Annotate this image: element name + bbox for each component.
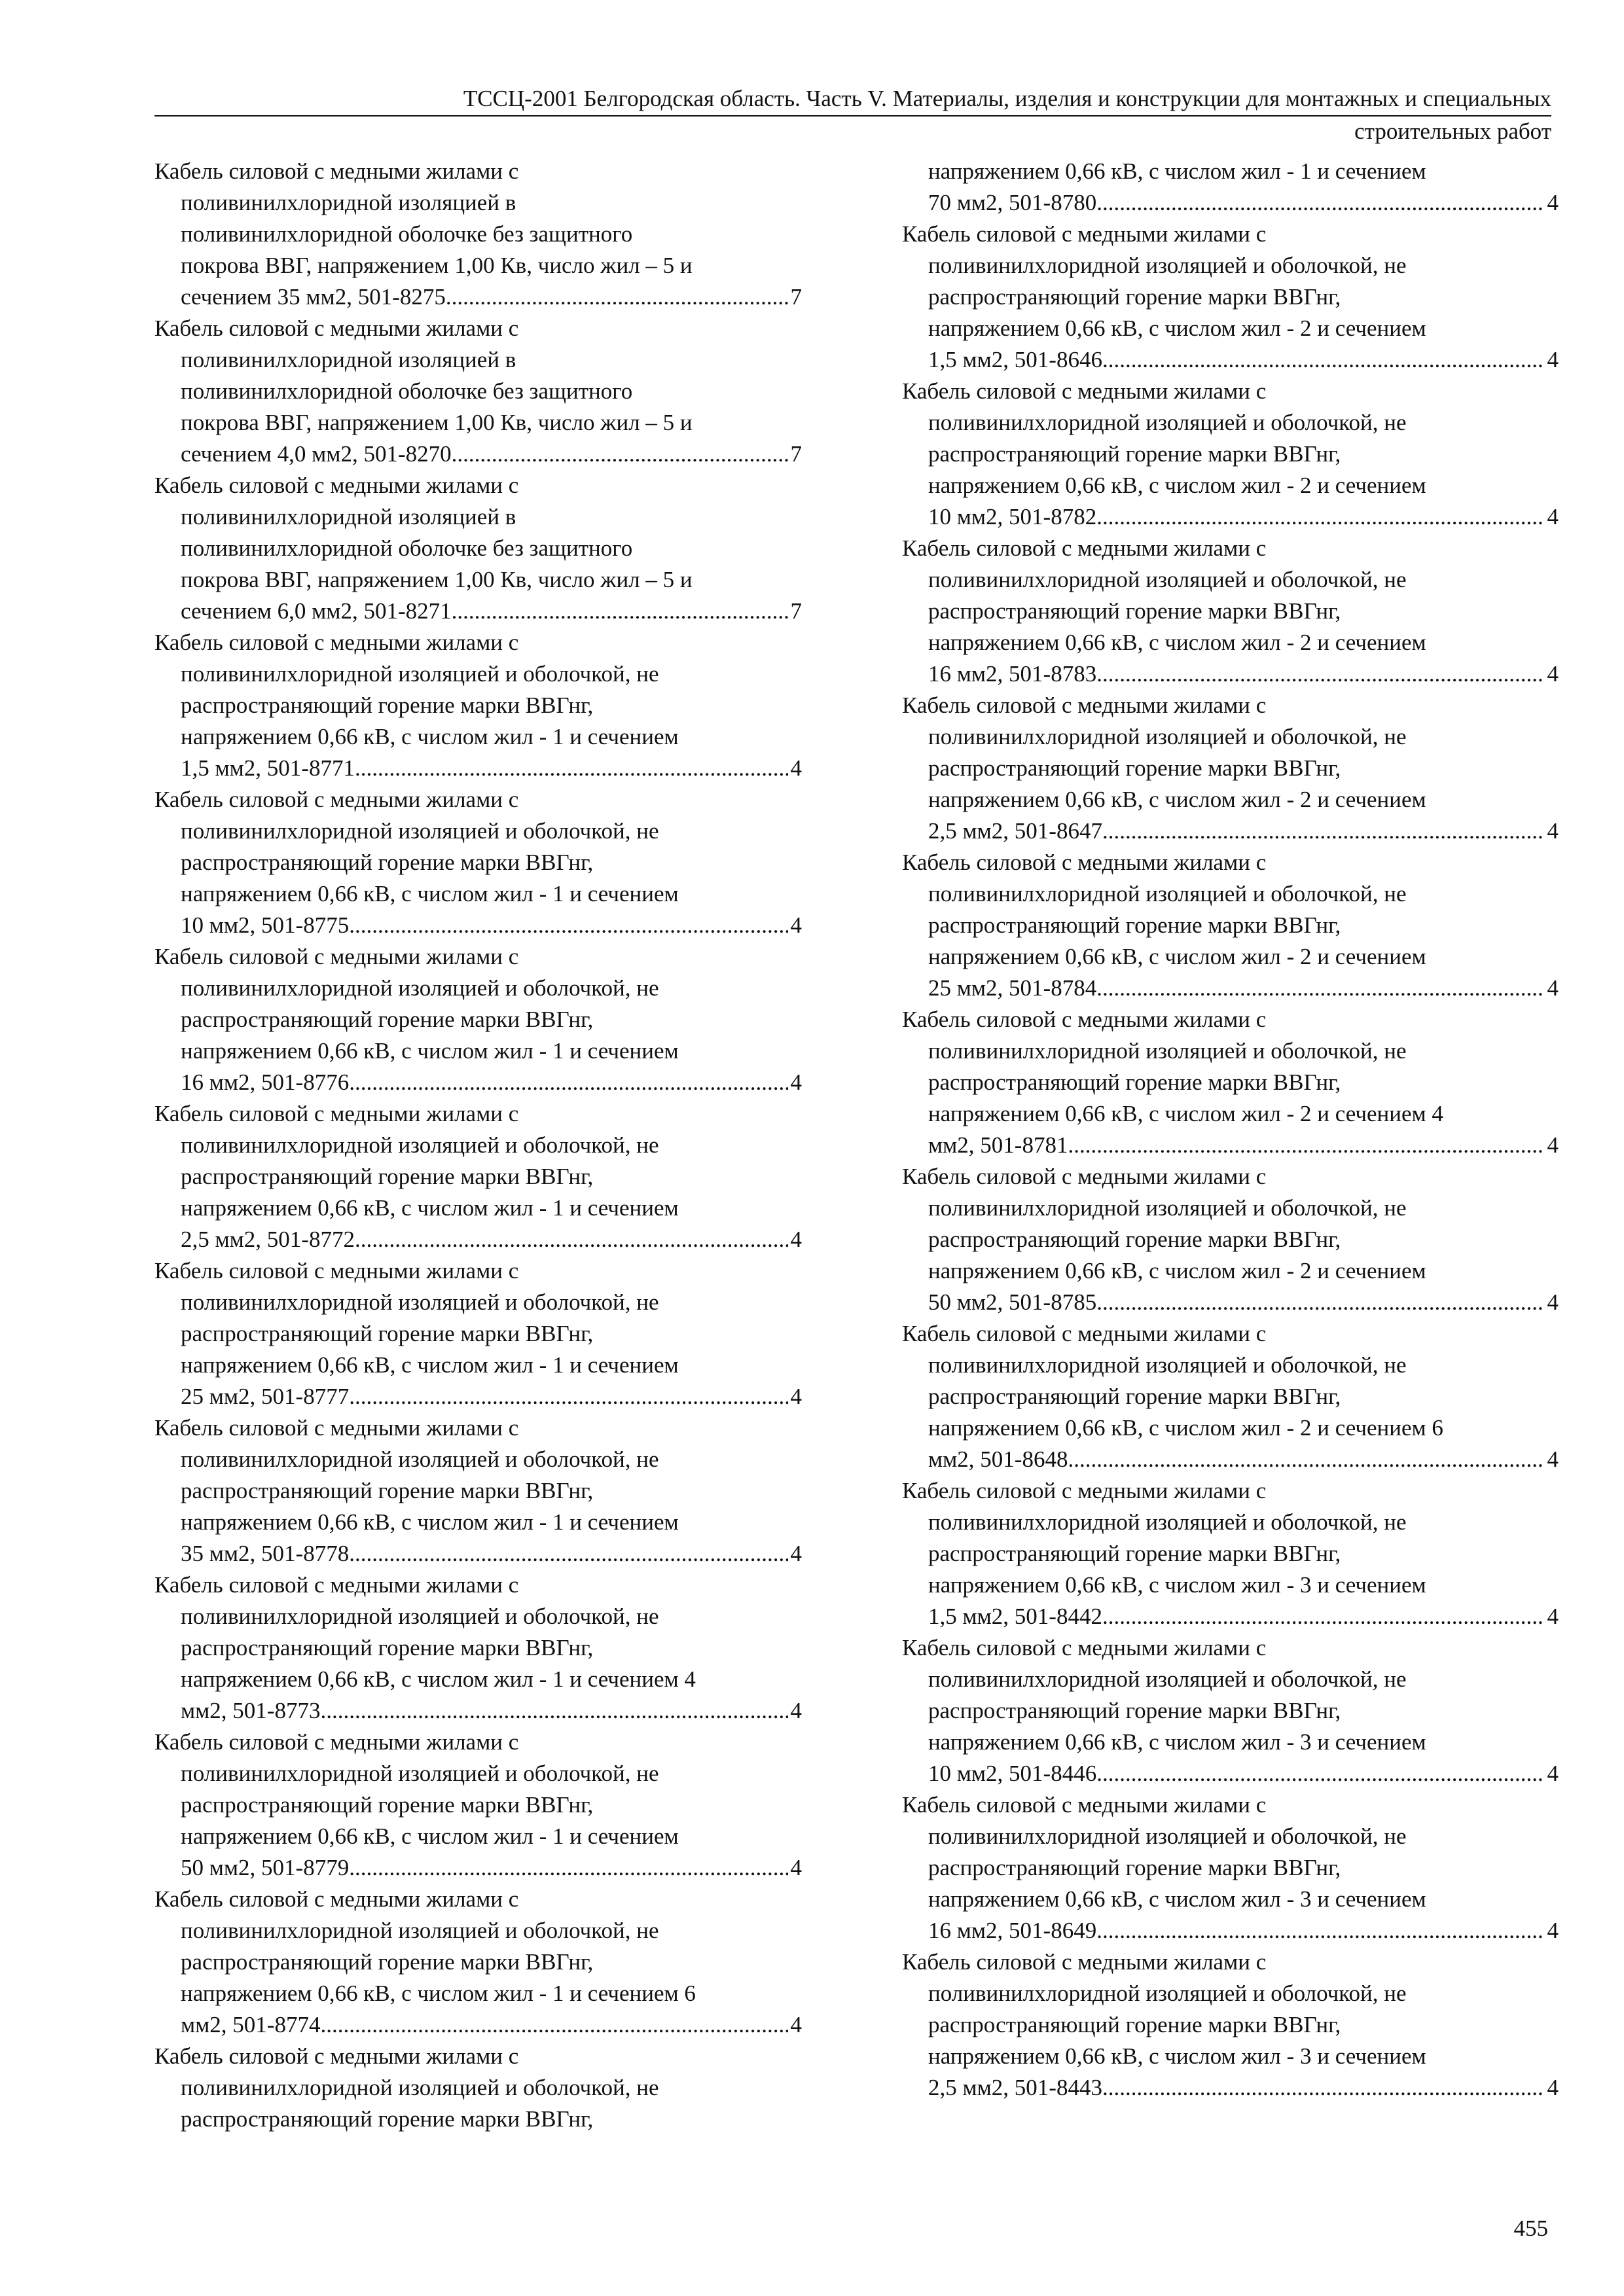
entry-text-line: напряжением 0,66 кВ, с числом жил - 2 и сечением: [928, 787, 1426, 812]
entry-code-line: [154, 1695, 802, 1727]
entry-text-line: поливинилхлоридной изоляцией и оболочкой, не: [181, 818, 659, 844]
entry-title-line: Кабель силовой с медными жилами с: [902, 1478, 1267, 1503]
index-entry: [154, 627, 802, 784]
dot-leader: [1102, 816, 1545, 847]
entry-text-line: поливинилхлоридной изоляцией и оболочкой, не: [181, 1132, 659, 1158]
entry-text-line: напряжением 0,66 кВ, с числом жил - 1 и сечением: [181, 1195, 679, 1221]
dot-leader: [1102, 2072, 1545, 2104]
entry-page-ref: 4: [1547, 975, 1559, 1001]
dot-leader: [349, 1067, 787, 1098]
entry-title-line: Кабель силовой с медными жилами с: [902, 378, 1267, 404]
dot-leader: [320, 2009, 787, 2041]
dot-leader: [446, 281, 788, 313]
entry-text-line: поливинилхлоридной изоляцией и оболочкой, не: [928, 881, 1407, 906]
index-entry: [902, 533, 1559, 690]
entry-text-line: распространяющий горение марки ВВГнг,: [928, 1855, 1341, 1880]
entry-code: 50 мм2, 501-8785: [928, 1289, 1097, 1315]
dot-leader: [349, 1852, 787, 1884]
dot-leader: [320, 1695, 787, 1727]
entry-page-ref: 4: [1547, 1132, 1559, 1158]
entry-text-line: распространяющий горение марки ВВГнг,: [181, 1478, 594, 1503]
entry-text-line: распространяющий горение марки ВВГнг,: [181, 1949, 594, 1975]
entry-title-line: Кабель силовой с медными жилами с: [902, 1007, 1267, 1032]
dot-leader: [349, 910, 787, 941]
entry-text-line: поливинилхлоридной изоляцией и оболочкой, не: [928, 410, 1407, 435]
entry-text-line: поливинилхлоридной изоляцией и оболочкой, не: [181, 1918, 659, 1943]
entry-code: мм2, 501-8781: [928, 1132, 1068, 1158]
entry-code-line: [902, 1915, 1559, 1946]
entry-code: 10 мм2, 501-8775: [181, 912, 350, 938]
index-entry: [902, 1789, 1559, 1946]
dot-leader: [1096, 658, 1544, 690]
entry-code: 16 мм2, 501-8776: [181, 1069, 350, 1095]
index-entry: [154, 784, 802, 941]
entry-text-line: напряжением 0,66 кВ, с числом жил - 3 и сечением: [928, 1572, 1426, 1598]
entry-code: 1,5 мм2, 501-8771: [181, 755, 355, 781]
entry-text-line: распространяющий горение марки ВВГнг,: [181, 692, 594, 718]
entry-code-line: [154, 753, 802, 784]
index-entry: [154, 2041, 802, 2135]
entry-code-line: [154, 2009, 802, 2041]
entry-text-line: распространяющий горение марки ВВГнг,: [928, 284, 1341, 310]
entry-code-line: [902, 501, 1559, 533]
entry-page-ref: 4: [1547, 2075, 1559, 2100]
dot-leader: [1102, 344, 1545, 376]
index-entry: [902, 1318, 1559, 1475]
entry-text-line: напряжением 0,66 кВ, с числом жил - 2 и сечением: [928, 944, 1426, 969]
dot-leader: [1068, 1444, 1544, 1475]
entry-code: 2,5 мм2, 501-8443: [928, 2075, 1102, 2100]
entry-title-line: Кабель силовой с медными жилами с: [902, 1321, 1267, 1346]
entry-title-line: Кабель силовой с медными жилами с: [902, 1792, 1267, 1818]
entry-text-line: распространяющий горение марки ВВГнг,: [928, 755, 1341, 781]
dot-leader: [1096, 187, 1544, 219]
entry-code-line: [902, 344, 1559, 376]
entry-code-line: [154, 281, 802, 313]
entry-text-line: поливинилхлоридной изоляцией и оболочкой, не: [181, 1604, 659, 1629]
dot-leader: [1096, 1758, 1544, 1789]
entry-title-line: Кабель силовой с медными жилами с: [902, 1164, 1267, 1189]
entry-code-line: [154, 596, 802, 627]
entry-page-ref: 4: [1547, 1446, 1559, 1472]
entry-code-line: [902, 2072, 1559, 2104]
index-entry: [154, 156, 802, 313]
entry-code: мм2, 501-8648: [928, 1446, 1068, 1472]
entry-text-line: поливинилхлоридной изоляцией в: [181, 504, 516, 529]
entry-page-ref: 4: [1547, 1289, 1559, 1315]
entry-text-line: напряжением 0,66 кВ, с числом жил - 1 и сечением: [181, 1352, 679, 1378]
dot-leader: [349, 1538, 787, 1570]
entry-page-ref: 4: [1547, 818, 1559, 844]
dot-leader: [1096, 1287, 1544, 1318]
entry-code: мм2, 501-8773: [181, 1698, 321, 1723]
entry-text-line: распространяющий горение марки ВВГнг,: [928, 1541, 1341, 1566]
dot-leader: [1096, 973, 1544, 1004]
entry-code: мм2, 501-8774: [181, 2012, 321, 2037]
index-column-left: [154, 156, 802, 2135]
entry-text-line: напряжением 0,66 кВ, с числом жил - 1 и сечением: [181, 1038, 679, 1064]
entry-code: сечением 4,0 мм2, 501-8270: [181, 441, 452, 467]
entry-code: 1,5 мм2, 501-8442: [928, 1604, 1102, 1629]
dot-leader: [355, 753, 788, 784]
entry-page-ref: 7: [790, 284, 802, 310]
entry-page-ref: 4: [790, 755, 802, 781]
entry-text-line: напряжением 0,66 кВ, с числом жил - 3 и сечением: [928, 1886, 1426, 1912]
index-entry: [902, 219, 1559, 376]
entry-title-line: Кабель силовой с медными жилами с: [154, 630, 519, 655]
entry-code: сечением 35 мм2, 501-8275: [181, 284, 446, 310]
entry-code-line: [902, 1758, 1559, 1789]
index-entry: [154, 313, 802, 470]
entry-page-ref: 4: [790, 1698, 802, 1723]
entry-text-line: распространяющий горение марки ВВГнг,: [928, 1227, 1341, 1252]
entry-text-line: покрова ВВГ, напряжением 1,00 Кв, число жил – 5 и: [181, 410, 693, 435]
entry-code-line: [902, 1287, 1559, 1318]
entry-title-line: Кабель силовой с медными жилами с: [154, 944, 519, 969]
index-entry: [902, 1475, 1559, 1632]
entry-page-ref: 4: [790, 912, 802, 938]
entry-title-line: Кабель силовой с медными жилами с: [154, 1886, 519, 1912]
entry-text-line: поливинилхлоридной изоляцией и оболочкой, не: [928, 253, 1407, 278]
index-entry: [154, 941, 802, 1098]
dot-leader: [349, 1381, 787, 1412]
entry-title-line: Кабель силовой с медными жилами с: [902, 850, 1267, 875]
entry-text-line: распространяющий горение марки ВВГнг,: [928, 1698, 1341, 1723]
entry-text-line: напряжением 0,66 кВ, с числом жил - 1 и сечением: [928, 158, 1426, 184]
entry-code: 2,5 мм2, 501-8772: [181, 1227, 355, 1252]
entry-title-line: Кабель силовой с медными жилами с: [154, 1415, 519, 1441]
dot-leader: [1096, 501, 1544, 533]
entry-code-line: [902, 1444, 1559, 1475]
index-column-right: [902, 156, 1559, 2104]
entry-code: 25 мм2, 501-8777: [181, 1384, 350, 1409]
entry-text-line: напряжением 0,66 кВ, с числом жил - 1 и сечением 6: [181, 1981, 696, 2006]
entry-text-line: поливинилхлоридной изоляцией и оболочкой, не: [928, 1666, 1407, 1692]
entry-text-line: поливинилхлоридной изоляцией и оболочкой, не: [928, 1981, 1407, 2006]
entry-title-line: Кабель силовой с медными жилами с: [154, 158, 519, 184]
entry-code: 35 мм2, 501-8778: [181, 1541, 350, 1566]
entry-text-line: напряжением 0,66 кВ, с числом жил - 2 и сечением: [928, 473, 1426, 498]
entry-code-line: [154, 1067, 802, 1098]
index-entry: [902, 1632, 1559, 1789]
header-subtitle: строительных работ: [1354, 118, 1551, 144]
dot-leader: [1102, 1601, 1545, 1632]
index-entry: [902, 690, 1559, 847]
entry-code-line: [154, 1381, 802, 1412]
entry-title-line: Кабель силовой с медными жилами с: [154, 1572, 519, 1598]
entry-text-line: поливинилхлоридной изоляцией и оболочкой, не: [928, 1038, 1407, 1064]
entry-text-line: напряжением 0,66 кВ, с числом жил - 2 и сечением 6: [928, 1415, 1443, 1441]
entry-title-line: Кабель силовой с медными жилами с: [154, 473, 519, 498]
page-number: 455: [1513, 2215, 1548, 2241]
entry-text-line: поливинилхлоридной изоляцией и оболочкой, не: [928, 567, 1407, 592]
entry-text-line: покрова ВВГ, напряжением 1,00 Кв, число жил – 5 и: [181, 253, 693, 278]
entry-code: 10 мм2, 501-8782: [928, 504, 1097, 529]
entry-text-line: распространяющий горение марки ВВГнг,: [181, 850, 594, 875]
entry-text-line: напряжением 0,66 кВ, с числом жил - 2 и сечением: [928, 315, 1426, 341]
entry-title-line: Кабель силовой с медными жилами с: [902, 535, 1267, 561]
dot-leader: [452, 439, 788, 470]
entry-title-line: Кабель силовой с медными жилами с: [154, 1101, 519, 1126]
entry-text-line: поливинилхлоридной изоляцией и оболочкой, не: [928, 724, 1407, 749]
entry-code-line: [902, 816, 1559, 847]
entry-title-line: Кабель силовой с медными жилами с: [902, 692, 1267, 718]
entry-text-line: поливинилхлоридной изоляцией и оболочкой, не: [928, 1509, 1407, 1535]
entry-text-line: поливинилхлоридной оболочке без защитного: [181, 378, 633, 404]
entry-text-line: распространяющий горение марки ВВГнг,: [181, 1635, 594, 1660]
entry-code: 70 мм2, 501-8780: [928, 190, 1097, 215]
entry-code-line: [902, 1130, 1559, 1161]
entry-code-line: [902, 658, 1559, 690]
entry-text-line: поливинилхлоридной изоляцией в: [181, 347, 516, 372]
dot-leader: [1068, 1130, 1544, 1161]
index-entry: [154, 1255, 802, 1412]
index-entry: [902, 1161, 1559, 1318]
entry-page-ref: 4: [790, 1227, 802, 1252]
entry-title-line: Кабель силовой с медными жилами с: [154, 1729, 519, 1755]
index-entry: [902, 376, 1559, 533]
entry-text-line: поливинилхлоридной изоляцией и оболочкой, не: [928, 1352, 1407, 1378]
entry-text-line: распространяющий горение марки ВВГнг,: [181, 1164, 594, 1189]
entry-text-line: поливинилхлоридной изоляцией и оболочкой, не: [928, 1823, 1407, 1849]
entry-text-line: поливинилхлоридной изоляцией и оболочкой, не: [181, 661, 659, 687]
entry-text-line: поливинилхлоридной изоляцией и оболочкой, не: [181, 975, 659, 1001]
dot-leader: [1096, 1915, 1544, 1946]
entry-text-line: поливинилхлоридной изоляцией и оболочкой, не: [181, 1289, 659, 1315]
dot-leader: [452, 596, 788, 627]
entry-code: 1,5 мм2, 501-8646: [928, 347, 1102, 372]
index-entry: [154, 1570, 802, 1727]
entry-text-line: распространяющий горение марки ВВГнг,: [928, 1069, 1341, 1095]
entry-code: 10 мм2, 501-8446: [928, 1761, 1097, 1786]
entry-text-line: поливинилхлоридной изоляцией и оболочкой, не: [928, 1195, 1407, 1221]
entry-text-line: распространяющий горение марки ВВГнг,: [181, 1321, 594, 1346]
entry-text-line: распространяющий горение марки ВВГнг,: [928, 1384, 1341, 1409]
entry-text-line: покрова ВВГ, напряжением 1,00 Кв, число жил – 5 и: [181, 567, 693, 592]
entry-title-line: Кабель силовой с медными жилами с: [154, 787, 519, 812]
entry-code-line: [154, 910, 802, 941]
entry-code-line: [902, 187, 1559, 219]
entry-code-line: [154, 1852, 802, 1884]
entry-page-ref: 4: [1547, 1918, 1559, 1943]
entry-text-line: распространяющий горение марки ВВГнг,: [928, 912, 1341, 938]
entry-code: сечением 6,0 мм2, 501-8271: [181, 598, 452, 624]
index-entry: [154, 1098, 802, 1255]
entry-title-line: Кабель силовой с медными жилами с: [154, 315, 519, 341]
entry-page-ref: 4: [1547, 190, 1559, 215]
index-entry: [154, 1884, 802, 2041]
index-entry: [902, 847, 1559, 1004]
index-entry: [154, 1412, 802, 1570]
entry-page-ref: 4: [1547, 661, 1559, 687]
entry-code-line: [154, 1224, 802, 1255]
entry-text-line: напряжением 0,66 кВ, с числом жил - 2 и сечением: [928, 1258, 1426, 1283]
entry-title-line: Кабель силовой с медными жилами с: [902, 1949, 1267, 1975]
entry-page-ref: 4: [1547, 504, 1559, 529]
entry-text-line: распространяющий горение марки ВВГнг,: [181, 2106, 594, 2132]
entry-text-line: поливинилхлоридной оболочке без защитного: [181, 535, 633, 561]
index-entry: [902, 1946, 1559, 2104]
entry-code: 25 мм2, 501-8784: [928, 975, 1097, 1001]
entry-text-line: напряжением 0,66 кВ, с числом жил - 1 и сечением: [181, 724, 679, 749]
entry-text-line: напряжением 0,66 кВ, с числом жил - 2 и сечением: [928, 630, 1426, 655]
entry-page-ref: 4: [1547, 347, 1559, 372]
entry-code-line: [154, 1538, 802, 1570]
entry-page-ref: 7: [790, 441, 802, 467]
entry-page-ref: 4: [790, 1069, 802, 1095]
entry-page-ref: 4: [790, 1855, 802, 1880]
entry-page-ref: 4: [790, 1384, 802, 1409]
dot-leader: [355, 1224, 788, 1255]
entry-text-line: распространяющий горение марки ВВГнг,: [928, 598, 1341, 624]
entry-text-line: напряжением 0,66 кВ, с числом жил - 1 и сечением 4: [181, 1666, 696, 1692]
entry-title-line: Кабель силовой с медными жилами с: [902, 1635, 1267, 1660]
entry-page-ref: 4: [1547, 1604, 1559, 1629]
entry-page-ref: 7: [790, 598, 802, 624]
entry-title-line: Кабель силовой с медными жилами с: [154, 1258, 519, 1283]
entry-text-line: поливинилхлоридной оболочке без защитного: [181, 221, 633, 247]
index-entry: [902, 1004, 1559, 1161]
entry-code-line: [902, 973, 1559, 1004]
entry-text-line: напряжением 0,66 кВ, с числом жил - 2 и сечением 4: [928, 1101, 1443, 1126]
entry-code: 16 мм2, 501-8649: [928, 1918, 1097, 1943]
entry-title-line: Кабель силовой с медными жилами с: [902, 221, 1267, 247]
entry-text-line: поливинилхлоридной изоляцией в: [181, 190, 516, 215]
index-entry: [154, 470, 802, 627]
entry-text-line: поливинилхлоридной изоляцией и оболочкой, не: [181, 2075, 659, 2100]
entry-text-line: распространяющий горение марки ВВГнг,: [928, 441, 1341, 467]
entry-text-line: распространяющий горение марки ВВГнг,: [181, 1007, 594, 1032]
entry-text-line: напряжением 0,66 кВ, с числом жил - 1 и сечением: [181, 1823, 679, 1849]
entry-code-line: [154, 439, 802, 470]
index-entry: [902, 156, 1559, 219]
entry-text-line: напряжением 0,66 кВ, с числом жил - 3 и сечением: [928, 1729, 1426, 1755]
entry-page-ref: 4: [790, 1541, 802, 1566]
entry-code: 2,5 мм2, 501-8647: [928, 818, 1102, 844]
entry-text-line: напряжением 0,66 кВ, с числом жил - 3 и сечением: [928, 2043, 1426, 2069]
entry-title-line: Кабель силовой с медными жилами с: [154, 2043, 519, 2069]
entry-code: 16 мм2, 501-8783: [928, 661, 1097, 687]
entry-page-ref: 4: [790, 2012, 802, 2037]
entry-text-line: распространяющий горение марки ВВГнг,: [928, 2012, 1341, 2037]
entry-text-line: поливинилхлоридной изоляцией и оболочкой, не: [181, 1446, 659, 1472]
entry-text-line: напряжением 0,66 кВ, с числом жил - 1 и сечением: [181, 1509, 679, 1535]
entry-text-line: напряжением 0,66 кВ, с числом жил - 1 и сечением: [181, 881, 679, 906]
header-title: ТССЦ-2001 Белгородская область. Часть V. Материалы, изделия и конструкции для монтажных и специальных: [463, 86, 1551, 111]
entry-text-line: поливинилхлоридной изоляцией и оболочкой, не: [181, 1761, 659, 1786]
page-header: [154, 84, 1551, 147]
index-entry: [154, 1727, 802, 1884]
entry-text-line: распространяющий горение марки ВВГнг,: [181, 1792, 594, 1818]
entry-code-line: [902, 1601, 1559, 1632]
entry-code: 50 мм2, 501-8779: [181, 1855, 350, 1880]
entry-page-ref: 4: [1547, 1761, 1559, 1786]
